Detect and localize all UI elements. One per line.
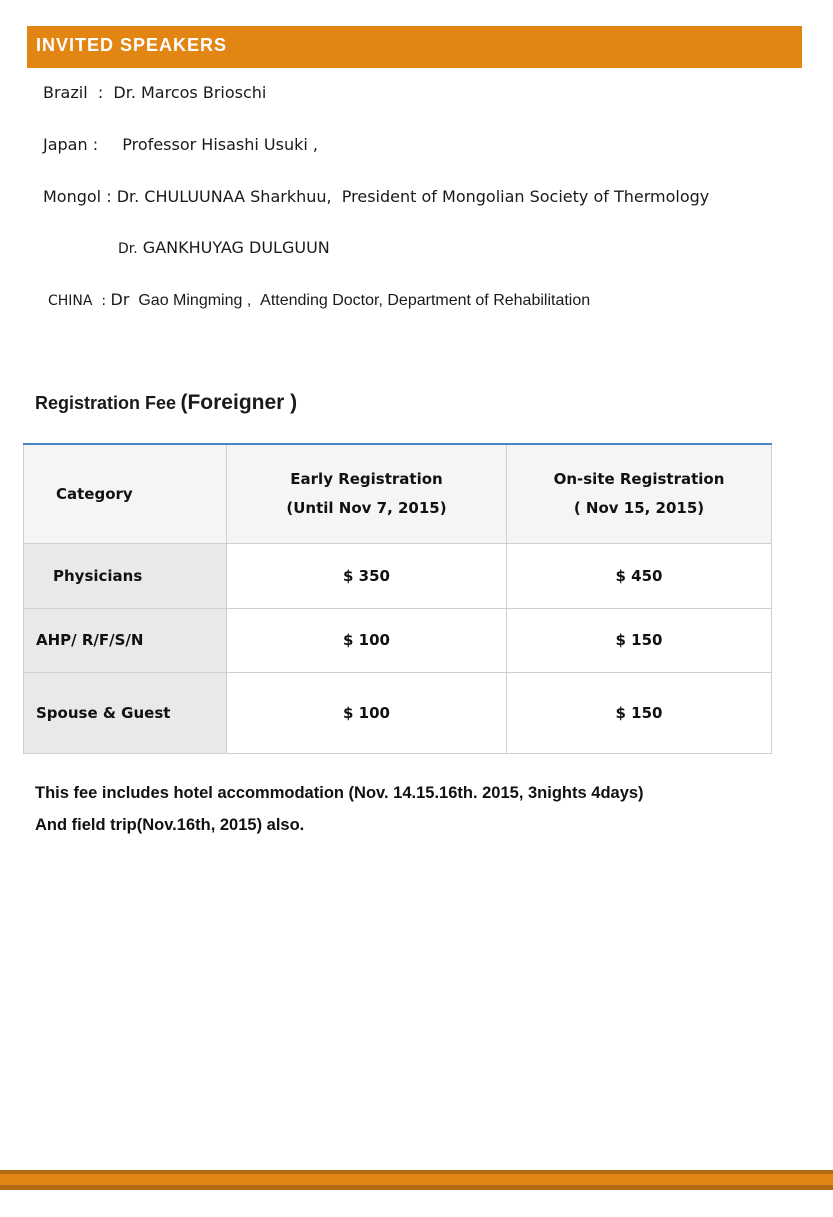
header-early-registration bbox=[227, 444, 507, 544]
header-onsite-registration bbox=[507, 444, 772, 544]
header-category bbox=[24, 444, 227, 544]
speaker-separator: : bbox=[92, 135, 99, 154]
speaker-name: Gao Mingming , bbox=[138, 292, 252, 309]
speaker-prefix: Dr. bbox=[118, 241, 138, 257]
fee-note-line1: This fee includes hotel accommodation (Nov. 14.15.16th. 2015, 3nights 4days) bbox=[35, 784, 644, 802]
table-row bbox=[24, 609, 772, 673]
table-header-row bbox=[24, 444, 772, 544]
row-early-fee: $ 100 bbox=[227, 609, 507, 673]
header-category-label: Category bbox=[56, 484, 133, 503]
row-onsite-fee: $ 150 bbox=[507, 609, 772, 673]
row-category: Physicians bbox=[24, 544, 227, 609]
row-category: AHP/ R/F/S/N bbox=[24, 609, 227, 673]
row-category: Spouse & Guest bbox=[24, 673, 227, 754]
speaker-separator: : bbox=[101, 293, 107, 309]
registration-fee-title bbox=[35, 391, 297, 415]
header-onsite-line1: On-site Registration bbox=[553, 470, 725, 488]
speaker-name: GANKHUYAG DULGUUN bbox=[142, 238, 330, 257]
speaker-role: Attending Doctor, Department of Rehabilitation bbox=[260, 292, 591, 309]
header-onsite-line2: ( Nov 15, 2015) bbox=[573, 499, 705, 517]
speaker-name: Dr. Marcos Brioschi bbox=[113, 83, 267, 102]
speaker-role: President of Mongolian Society of Thermology bbox=[341, 187, 710, 206]
speaker-name: Dr. CHULUUNAA Sharkhuu, bbox=[116, 187, 332, 206]
speaker-separator: : bbox=[97, 83, 104, 102]
speaker-mongol-second bbox=[118, 238, 330, 257]
registration-title-qualifier: (Foreigner ) bbox=[180, 391, 298, 414]
section-title: INVITED SPEAKERS bbox=[36, 35, 228, 55]
registration-title-main: Registration Fee bbox=[35, 393, 177, 413]
row-onsite-fee: $ 150 bbox=[507, 673, 772, 754]
header-early-line2: (Until Nov 7, 2015) bbox=[286, 499, 447, 517]
speaker-mongol bbox=[43, 187, 709, 206]
fee-note-line2: And field trip(Nov.16th, 2015) also. bbox=[35, 816, 305, 834]
speaker-country: CHINA bbox=[48, 293, 93, 309]
table-row bbox=[24, 544, 772, 609]
row-early-fee: $ 100 bbox=[227, 673, 507, 754]
speaker-country: Brazil bbox=[43, 83, 88, 102]
footer-band bbox=[0, 1174, 833, 1185]
speaker-separator: : bbox=[106, 187, 112, 206]
speaker-brazil bbox=[43, 83, 266, 102]
speaker-country: Mongol bbox=[43, 187, 102, 206]
table-row bbox=[24, 673, 772, 754]
section-header-invited-speakers bbox=[27, 26, 802, 68]
row-onsite-fee: $ 450 bbox=[507, 544, 772, 609]
speaker-name: Professor Hisashi Usuki , bbox=[122, 135, 318, 154]
speaker-china bbox=[48, 290, 590, 310]
registration-fee-table bbox=[23, 443, 772, 754]
footer-rule-bottom bbox=[0, 1185, 833, 1190]
header-early-line1: Early Registration bbox=[290, 470, 443, 488]
speaker-prefix: Dr bbox=[110, 290, 130, 309]
speaker-japan bbox=[43, 135, 318, 154]
row-early-fee: $ 350 bbox=[227, 544, 507, 609]
speaker-country: Japan bbox=[43, 135, 88, 154]
